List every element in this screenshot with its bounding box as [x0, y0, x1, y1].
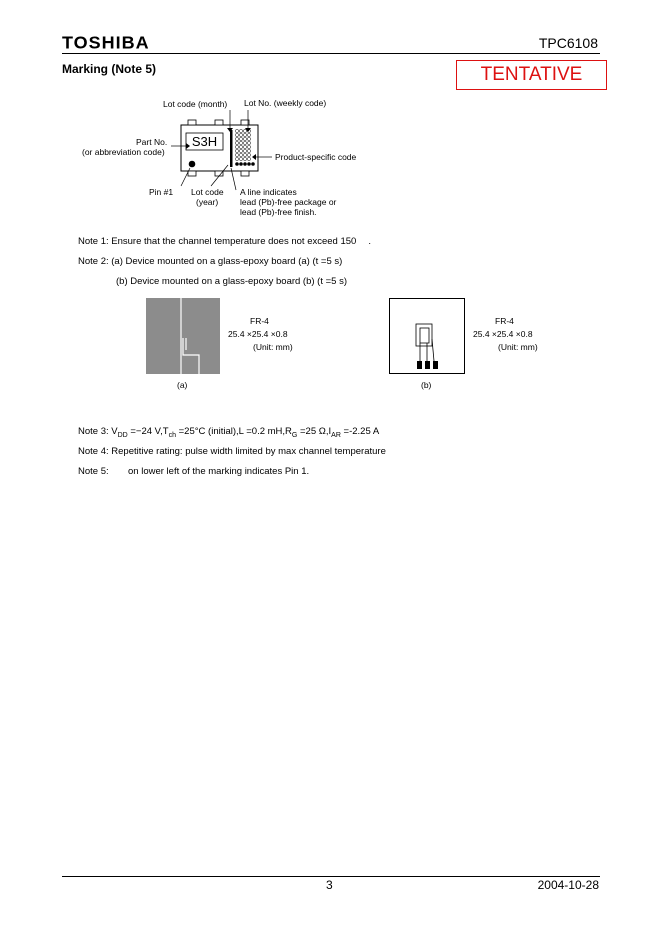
marking-diagram-lines: [0, 0, 662, 230]
board-b-material: FR-4: [495, 316, 514, 326]
board-a-unit: (Unit: mm): [253, 342, 293, 352]
label-part-no-abbrev: (or abbreviation code): [82, 147, 165, 157]
marking-diagram: [0, 0, 662, 230]
section-title: Marking (Note 5): [62, 62, 157, 76]
label-line-indicates-2: lead (Pb)-free package or: [240, 197, 337, 207]
footer-rule: [62, 876, 600, 877]
board-a-caption: (a): [177, 380, 188, 390]
label-lot-code-year: (year): [196, 197, 219, 207]
toshiba-logo: TOSHIBA: [62, 33, 150, 53]
label-line-indicates-1: A line indicates: [240, 187, 297, 197]
note-1-text: Note 1: Ensure that the channel temperature does not exceed 150: [78, 236, 357, 247]
label-line-indicates-3: lead (Pb)-free finish.: [240, 207, 317, 217]
lead-bottom-3: [241, 171, 249, 176]
board-b-caption: (b): [421, 380, 432, 390]
lead-top-1: [188, 120, 196, 125]
note-1-end: .: [368, 236, 371, 247]
label-lot-code-month: Lot code (month): [163, 99, 228, 109]
board-a-material: FR-4: [250, 316, 269, 326]
lead-free-line: [230, 130, 233, 167]
note-2a: Note 2: (a) Device mounted on a glass-epoxy board (a) (t =5 s): [78, 256, 343, 267]
note-5-label: Note 5:: [78, 466, 109, 477]
note-1: [78, 236, 371, 247]
part-number: TPC6108: [538, 35, 598, 51]
dot-matrix-bottom: [235, 162, 255, 166]
board-a-traces: [146, 298, 220, 374]
page-number: 3: [326, 878, 333, 892]
pin1-dot: [189, 161, 196, 168]
board-b-image: [389, 298, 465, 374]
label-product-specific: Product-specific code: [275, 152, 357, 162]
lead-bottom-2: [215, 171, 223, 176]
board-b-traces: [390, 299, 466, 375]
lead-top-2: [215, 120, 223, 125]
label-lot-code: Lot code: [191, 187, 224, 197]
lead-bottom-1: [188, 171, 196, 176]
board-a-dimensions: 25.4 ×25.4 ×0.8: [228, 329, 288, 339]
label-pin1: Pin #1: [149, 187, 174, 197]
note-5-text: on lower left of the marking indicates Pin 1.: [128, 466, 310, 477]
note-3: Note 3: $V_{DD} =-24$ $V,T_{ch} =25^\circ C$ (initial),L =0.2 $mH,R_G =25$ $\Omega,I_{AR} =-2.25$ A: [78, 426, 380, 439]
label-lot-no-weekly: Lot No. (weekly code): [244, 98, 327, 108]
footer-date: 2004-10-28: [537, 878, 599, 892]
board-b-dimensions: 25.4 ×25.4 ×0.8: [473, 329, 533, 339]
chip-text: S3H: [191, 134, 218, 149]
tentative-stamp: TENTATIVE: [456, 60, 607, 90]
note-4: Note 4: Repetitive rating: pulse width limited by max channel temperature: [78, 446, 386, 457]
note-2b: (b) Device mounted on a glass-epoxy board (b) (t =5 s): [116, 276, 348, 287]
board-b-unit: (Unit: mm): [498, 342, 538, 352]
board-a-image: [146, 298, 220, 374]
label-part-no: Part No.: [136, 137, 168, 147]
